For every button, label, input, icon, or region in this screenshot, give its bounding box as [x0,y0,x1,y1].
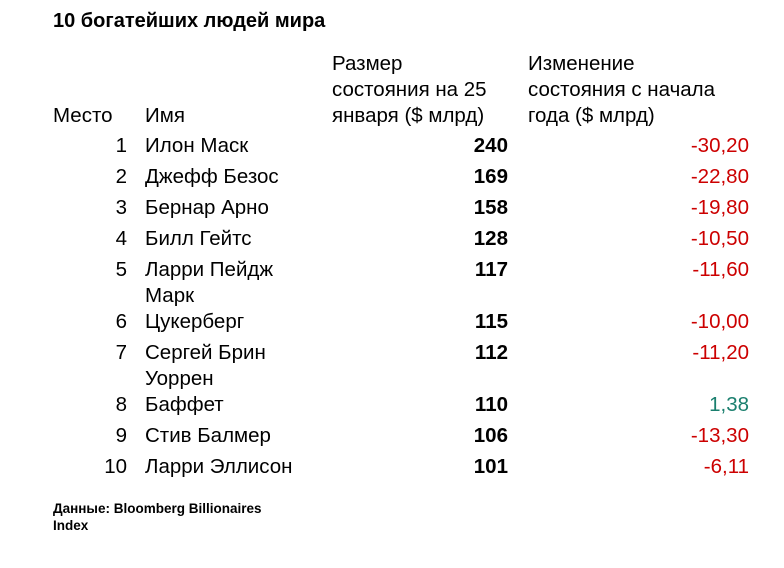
net-worth-cell: 240 [473,134,508,157]
column-header-change-line: Изменение [528,52,635,75]
rank-cell: 8 [115,393,127,416]
name-cell [145,226,325,252]
rank-cell: 5 [115,258,127,281]
rank-cell: 1 [115,134,127,157]
column-header-rank [53,103,113,129]
rank-cell: 4 [115,227,127,250]
name-line: Сергей Брин [145,341,266,364]
name-cell [145,133,325,159]
name-line: Стив Балмер [145,424,271,447]
change-cell: -11,20 [692,341,749,364]
change-cell: -6,11 [703,455,749,478]
name-cell [145,309,325,335]
net-worth-cell: 110 [474,393,508,416]
name-line: Билл Гейтс [145,227,252,250]
name-line: Бернар Арно [145,196,269,219]
column-header-change-line: года ($ млрд) [528,104,655,127]
net-worth-cell: 158 [473,196,508,219]
change-cell: -22,80 [690,165,749,188]
source-note-line: Index [53,518,89,533]
change-cell: -19,80 [690,196,749,219]
name-cell [145,423,325,449]
rank-cell: 6 [115,310,127,333]
name-cell [145,392,325,418]
name-cell [145,164,325,190]
change-cell: -10,00 [690,310,749,333]
rank-cell: 10 [104,455,127,478]
net-worth-cell: 128 [473,227,508,250]
name-cell [145,257,325,309]
net-worth-cell: 115 [474,310,508,333]
name-line: Ларри Эллисон [145,455,293,478]
column-header-net-worth-line: января ($ млрд) [332,104,485,127]
net-worth-cell: 169 [473,165,508,188]
change-cell: -10,50 [690,227,749,250]
net-worth-cell: 112 [474,341,508,364]
rank-cell: 2 [115,165,127,188]
net-worth-cell: 101 [473,455,508,478]
name-line: Марк [145,284,195,307]
source-note [53,500,313,534]
column-header-rank-line: Место [53,104,113,127]
name-line: Илон Маск [145,134,249,157]
column-header-change [528,51,748,129]
column-header-net-worth-line: Размер [332,52,403,75]
change-cell: -30,20 [690,134,749,157]
name-line: Баффет [145,393,224,416]
column-header-net-worth [332,51,517,129]
name-cell [145,195,325,221]
name-line: Цукерберг [145,310,245,333]
page-title: 10 богатейших людей мира [53,10,326,32]
name-line: Джефф Безос [145,165,279,188]
rank-cell: 9 [115,424,127,447]
name-line: Ларри Пейдж [145,258,274,281]
rank-cell: 7 [115,341,127,364]
source-note-line: Данные: Bloomberg Billionaires [53,501,262,516]
change-cell: -11,60 [692,258,749,281]
name-line: Уоррен [145,367,214,390]
net-worth-cell: 106 [473,424,508,447]
rank-cell: 3 [115,196,127,219]
name-cell [145,454,325,480]
net-worth-cell: 117 [474,258,508,281]
column-header-name-line: Имя [145,104,185,127]
change-cell: -13,30 [690,424,749,447]
name-cell [145,340,325,392]
column-header-name [145,103,185,129]
column-header-change-line: состояния с начала [528,78,716,101]
column-header-net-worth-line: состояния на 25 [332,78,487,101]
change-cell: 1,38 [709,393,749,416]
